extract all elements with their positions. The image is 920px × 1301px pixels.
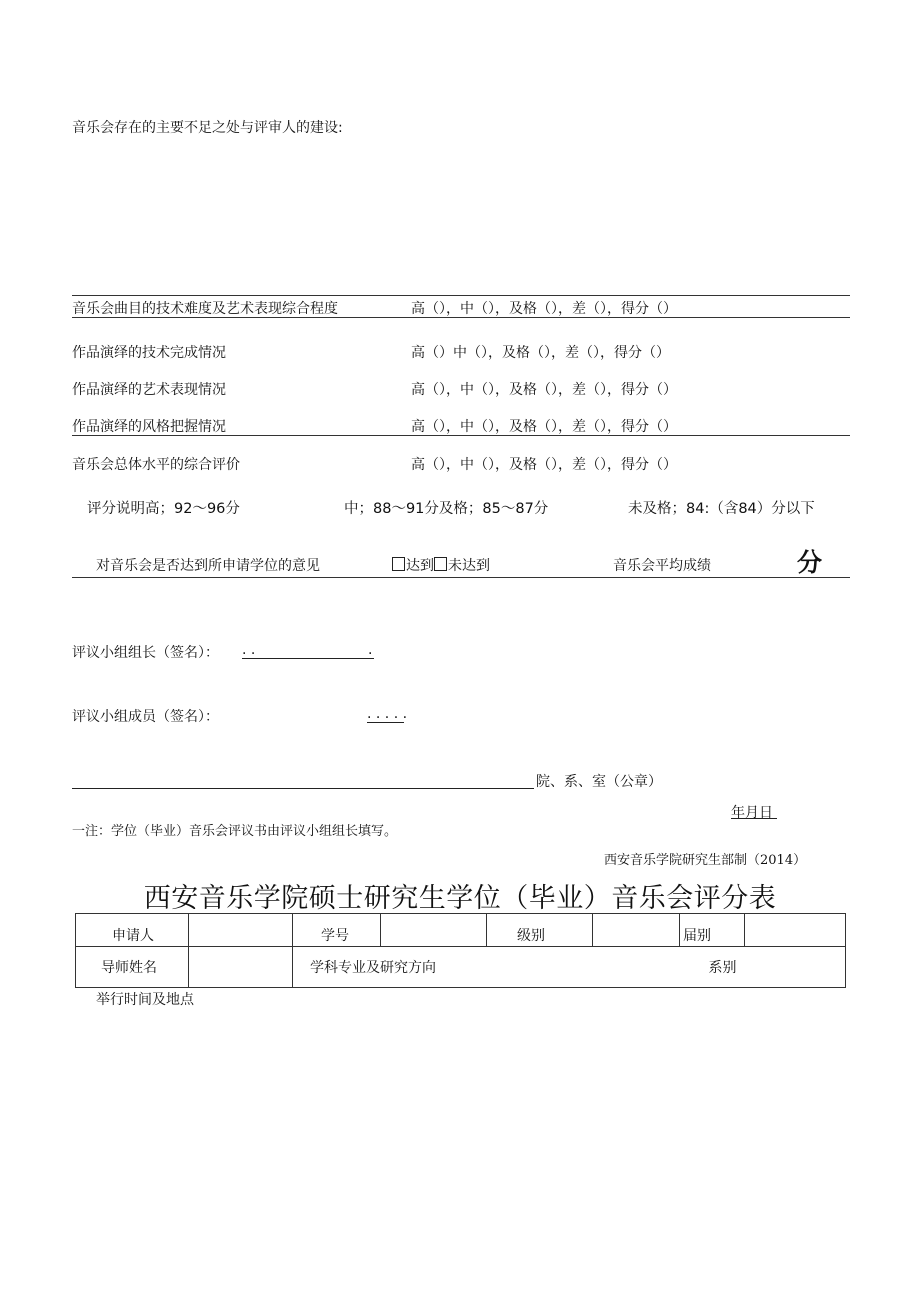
criterion-options-style[interactable]: 高（），中（），及格（），差（），得分（） — [411, 419, 677, 435]
scale-mid-pass: 中；88～91分及格；85～87分 — [344, 501, 549, 517]
cohort-input[interactable] — [745, 914, 846, 947]
reached-label: 达到 — [406, 558, 434, 574]
criterion-label-artistry: 作品演绎的艺术表现情况 — [72, 382, 226, 398]
maker-text: 西安音乐学院研究生部制（2014） — [604, 853, 807, 868]
advisor-input[interactable] — [189, 947, 293, 988]
reached-checkbox[interactable] — [392, 557, 405, 571]
date-label: 年月日 — [731, 805, 773, 821]
criterion-label-difficulty: 音乐会曲目的技术难度及艺术表现综合程度 — [72, 301, 338, 317]
members-signature-line[interactable] — [367, 722, 404, 723]
department-label: 系别 — [708, 959, 737, 976]
divider-opinion — [72, 577, 850, 578]
seal-label: 院、系、室（公章） — [536, 774, 662, 790]
members-sign-label: 评议小组成员（签名）： — [72, 709, 219, 725]
scale-fail: 未及格；84:（含84）分以下 — [628, 501, 815, 517]
leader-signature-line[interactable] — [242, 658, 374, 659]
level-label: 级别 — [517, 928, 545, 944]
criterion-label-technique: 作品演绎的技术完成情况 — [72, 345, 226, 361]
suggestion-label: 音乐会存在的主要不足之处与评审人的建设: — [72, 120, 343, 136]
form-title: 西安音乐学院硕士研究生学位（毕业）音乐会评分表 — [143, 883, 777, 914]
leader-sign-label: 评议小组组长（签名）： — [72, 645, 219, 661]
not-reached-label: 未达到 — [448, 558, 490, 574]
criterion-options-artistry[interactable]: 高（），中（），及格（），差（），得分（） — [411, 382, 677, 398]
applicant-info-table — [75, 913, 846, 988]
scale-high: 评分说明高；92～96分 — [87, 501, 240, 517]
divider-criteria — [72, 317, 850, 318]
not-reached-checkbox[interactable] — [434, 557, 447, 571]
level-input[interactable] — [593, 914, 680, 947]
score-unit: 分 — [797, 548, 823, 577]
department-cell[interactable] — [593, 947, 846, 988]
cohort-label: 届别 — [683, 928, 711, 944]
divider-top — [72, 295, 850, 296]
cohort-label-cell — [680, 914, 745, 947]
advisor-label: 导师姓名 — [101, 959, 157, 976]
criterion-options-overall[interactable]: 高（），中（），及格（），差（），得分（） — [411, 457, 677, 473]
note-text: 一注：学位（毕业）音乐会评议书由评议小组组长填写。 — [72, 824, 398, 839]
major-cell[interactable] — [293, 947, 593, 988]
criterion-label-overall: 音乐会总体水平的综合评价 — [72, 457, 240, 473]
members-marks: . . . . . — [367, 706, 408, 722]
applicant-input[interactable] — [189, 914, 293, 947]
opinion-label: 对音乐会是否达到所申请学位的意见 — [96, 558, 320, 574]
criterion-label-style: 作品演绎的风格把握情况 — [72, 419, 226, 435]
average-score-label: 音乐会平均成绩 — [613, 558, 711, 574]
divider-overall — [72, 435, 850, 436]
opinion-choices — [392, 555, 490, 575]
leader-marks-left: . . — [242, 642, 256, 658]
applicant-label-cell — [76, 914, 189, 947]
criterion-options-difficulty[interactable]: 高（），中（），及格（），差（），得分（） — [411, 301, 677, 317]
leader-marks-right: . — [368, 642, 373, 658]
level-label-cell — [487, 914, 593, 947]
date-underline — [731, 818, 777, 819]
time-place-label: 举行时间及地点 — [96, 992, 194, 1008]
student-id-input[interactable] — [381, 914, 487, 947]
advisor-label-cell — [76, 947, 189, 988]
applicant-label: 申请人 — [112, 928, 154, 944]
criterion-options-technique[interactable]: 高（）中（），及格（），差（），得分（） — [411, 345, 670, 361]
student-id-label: 学号 — [321, 928, 349, 944]
student-id-label-cell — [293, 914, 381, 947]
seal-line[interactable] — [72, 788, 534, 789]
major-label: 学科专业及研究方向 — [310, 959, 436, 976]
